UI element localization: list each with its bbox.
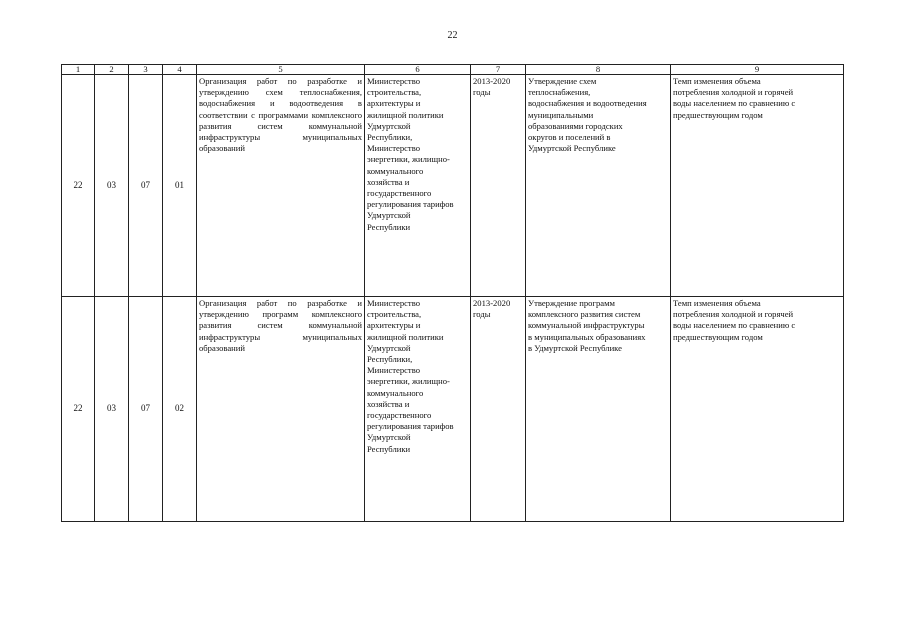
main-activity-code-cell: 07	[129, 75, 163, 297]
indicator-cell: Темп изменения объема потребления холодной и горячей воды населением по сравнению с предшествующим годом	[671, 75, 844, 297]
activity-code-cell: 01	[163, 75, 197, 297]
expected-result-cell: Утверждение схем теплоснабжения, водоснабжения и водоотведения муниципальными образованиями городских округов и поселений в Удмуртской Республике	[526, 75, 671, 297]
main-activity-code-cell: 07	[129, 297, 163, 522]
table-row	[62, 297, 844, 522]
column-number-9: 9	[671, 65, 844, 75]
column-number-8: 8	[526, 65, 671, 75]
expected-result-cell: Утверждение программ комплексного развития систем коммунальной инфраструктуры в муниципальных образованиях в Удмуртской Республике	[526, 297, 671, 522]
column-number-2: 2	[95, 65, 129, 75]
column-number-7: 7	[471, 65, 526, 75]
column-number-row	[62, 65, 844, 75]
subprogram-code-cell: 03	[95, 75, 129, 297]
activity-name-cell: Организация работ по разработке и утверждению схем теплоснабжения, водоснабжения и водоотведения в соответствии с программами комплексного развития систем коммунальной инфраструктуры муниципальных образований	[197, 75, 365, 297]
responsible-executor-cell: Министерство строительства, архитектуры и жилищной политики Удмуртской Республики, Министерство энергетики, жилищно- коммунального хозяйства и государственного регулирования тарифов Удмуртской Республики	[365, 75, 471, 297]
column-number-6: 6	[365, 65, 471, 75]
table-row	[62, 75, 844, 297]
responsible-executor-cell: Министерство строительства, архитектуры и жилищной политики Удмуртской Республики, Министерство энергетики, жилищно- коммунального хозяйства и государственного регулирования тарифов Удмуртской Республики	[365, 297, 471, 522]
subprogram-code-cell: 03	[95, 297, 129, 522]
activity-code-cell: 02	[163, 297, 197, 522]
measures-table	[61, 64, 844, 522]
indicator-cell: Темп изменения объема потребления холодной и горячей воды населением по сравнению с предшествующим годом	[671, 297, 844, 522]
period-cell: 2013-2020 годы	[471, 297, 526, 522]
period-cell: 2013-2020 годы	[471, 75, 526, 297]
program-code-cell: 22	[62, 75, 95, 297]
column-number-1: 1	[62, 65, 95, 75]
column-number-3: 3	[129, 65, 163, 75]
column-number-4: 4	[163, 65, 197, 75]
program-code-cell: 22	[62, 297, 95, 522]
activity-name-cell: Организация работ по разработке и утверждению программ комплексного развития систем коммунальной инфраструктуры муниципальных образований	[197, 297, 365, 522]
column-number-5: 5	[197, 65, 365, 75]
page-number: 22	[447, 30, 458, 41]
